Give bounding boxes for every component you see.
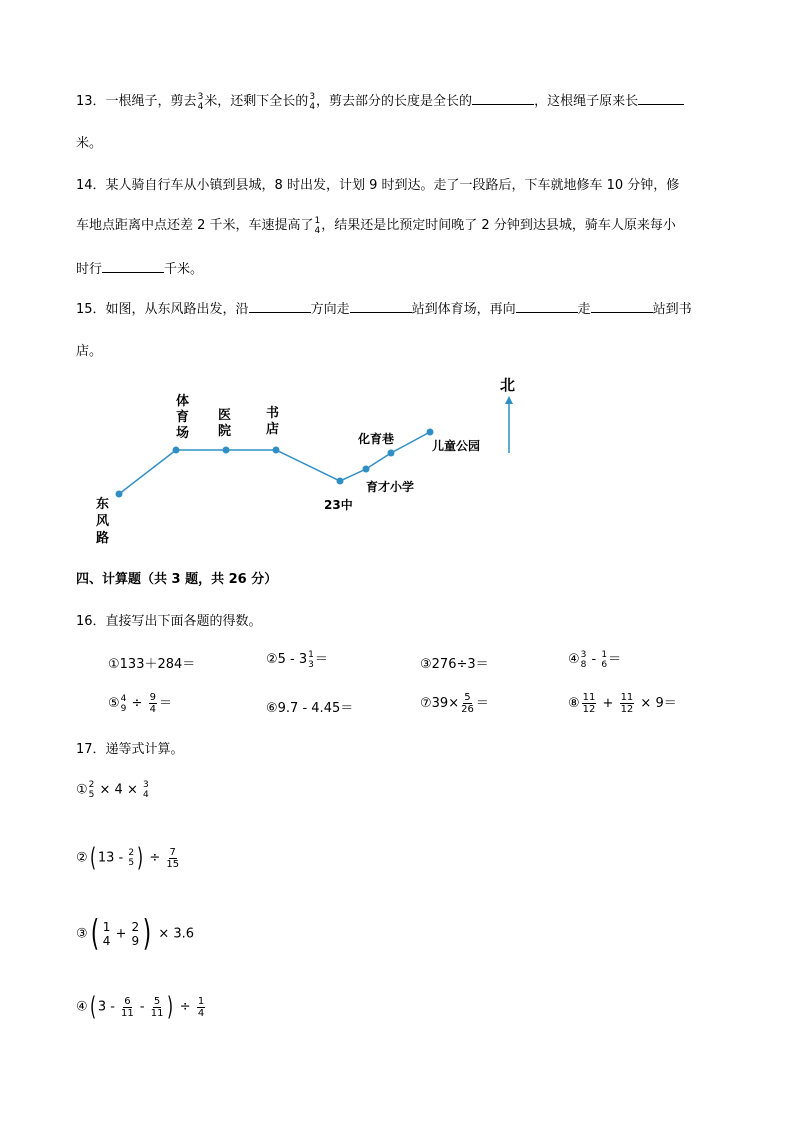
q16-item-7: ⑦39× $\frac{5}{26}$ ＝ xyxy=(420,692,489,715)
label-23: 23中 xyxy=(324,498,353,512)
answer-blank[interactable] xyxy=(350,300,412,313)
answer-blank[interactable] xyxy=(102,260,164,273)
answer-blank[interactable] xyxy=(591,300,653,313)
fraction: 3 4 xyxy=(197,91,204,112)
question-17-title: 17．递等式计算。 xyxy=(76,742,184,757)
label-yucai: 育才小学 xyxy=(366,480,415,494)
question-14-line3: 时行 千米。 xyxy=(76,262,204,277)
question-13-line1: 13．一根绳子，剪去 3 4 米，还剩下全长的 3 4 ，剪去部分的长度是全长的 ，这根绳子原来长 xyxy=(76,90,684,112)
q16-item-4: ④ 3 8 - 1 6 ＝ xyxy=(568,649,622,670)
section-4-heading: 四、计算题（共 3 题，共 26 分） xyxy=(76,572,278,587)
route-map xyxy=(0,360,794,560)
q17-expr-1: ① 2 5 × 4 × 3 4 xyxy=(76,780,149,800)
question-15-line1: 15．如图，从东风路出发，沿 方向走 站到体育场，再向 走 站到书 xyxy=(76,302,692,317)
label-park: 儿童公园 xyxy=(432,439,481,453)
q17-expr-3: ③( 1 4 + 2 9 ) × 3.6 xyxy=(76,913,195,954)
question-13-line2: 米。 xyxy=(76,136,103,151)
stop-park xyxy=(427,429,434,436)
q16-item-2: ②5 - 3 1 3 ＝ xyxy=(266,649,328,670)
q16-item-6: ⑥9.7 - 4.45＝ xyxy=(266,701,354,716)
answer-blank[interactable] xyxy=(638,92,684,105)
q17-expr-2: ②( 13 - 2 5 ) ÷ $\frac{7}{15}$ xyxy=(76,843,180,873)
stop-shudian xyxy=(273,447,280,454)
north-arrow-head xyxy=(505,396,513,404)
stop-yiyuan xyxy=(223,447,230,454)
stop-huayu xyxy=(388,450,395,457)
q16-item-1: ①133＋284＝ xyxy=(108,657,196,672)
question-14-line2: 车地点距离中点还差 2 千米，车速提高了 1 4 ，结果还是比预定时间晚了 2 分钟到达县城，骑车人原来每小 xyxy=(76,215,676,236)
label-huayu: 化育巷 xyxy=(358,432,395,446)
label-tiyu: 体 育 场 xyxy=(176,394,190,441)
q16-item-3: ③276÷3＝ xyxy=(420,657,489,672)
stop-yucai xyxy=(363,466,370,473)
label-shudian: 书 店 xyxy=(266,406,280,437)
stop-dongfeng xyxy=(116,491,123,498)
q17-expr-4: ④( 3 - $\frac{6}{11}$ - $\frac{5}{11}$ ) ÷ $\frac{1}{4}$ xyxy=(76,992,205,1022)
q16-item-5: ⑤ 4 9 ÷ $\frac{9}{4}$ ＝ xyxy=(108,692,172,715)
label-dongfeng: 东 风 路 xyxy=(96,497,110,546)
answer-blank[interactable] xyxy=(516,300,578,313)
question-15-line2: 店。 xyxy=(76,344,103,359)
question-14-line1: 14．某人骑自行车从小镇到县城，8 时出发，计划 9 时到达。走了一段路后，下车就地修车 10 分钟，修 xyxy=(76,178,680,193)
answer-blank[interactable] xyxy=(472,92,534,105)
label-yiyuan: 医 院 xyxy=(218,408,232,439)
q16-item-8: ⑧ $\frac{11}{12}$ + $\frac{11}{12}$ × 9＝ xyxy=(568,692,677,715)
question-16-title: 16．直接写出下面各题的得数。 xyxy=(76,614,262,629)
answer-blank[interactable] xyxy=(249,300,311,313)
fraction: 1 4 xyxy=(314,215,321,236)
stop-tiyu xyxy=(173,447,180,454)
north-label: 北 xyxy=(500,376,516,394)
stop-23 xyxy=(337,478,344,485)
fraction: 3 4 xyxy=(309,91,316,112)
